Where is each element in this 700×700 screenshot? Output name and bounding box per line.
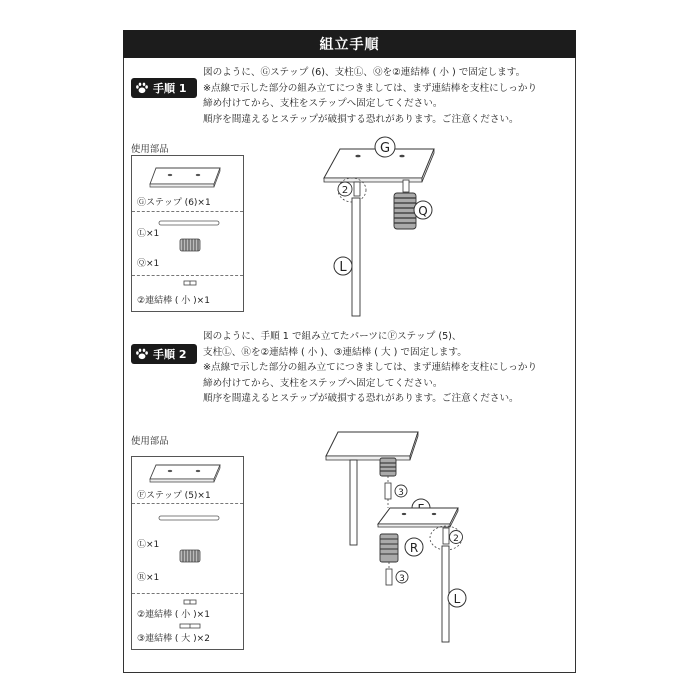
step-2-badge-label: 手順 2 bbox=[153, 348, 187, 361]
step-1-parts-title: 使用部品 bbox=[131, 144, 169, 155]
rod-large-icon bbox=[179, 623, 201, 629]
step-1-badge bbox=[131, 78, 197, 98]
part-step-label: Ⓕステップ (5)×1 bbox=[137, 491, 211, 501]
part-label-3: 3 bbox=[398, 488, 404, 498]
step-1-instructions bbox=[203, 65, 537, 127]
part-spring-label: Ⓠ×1 bbox=[137, 259, 160, 269]
instruction-line: ※点線で示した部分の組み立てにつきましては、まず連結棒を支柱にしっかり bbox=[203, 362, 538, 373]
pole-icon bbox=[158, 514, 220, 522]
part-label-l: L bbox=[339, 260, 347, 275]
part-label-q: Q bbox=[418, 204, 428, 218]
step-2-diagram bbox=[310, 420, 480, 650]
instruction-line: 順序を間違えるとステップが破損する恐れがあります。ご注意ください。 bbox=[203, 113, 519, 125]
step-1-badge-label: 手順 1 bbox=[153, 82, 187, 95]
part-label-2: 2 bbox=[341, 185, 349, 196]
step-2-parts-box bbox=[131, 456, 244, 650]
part-pole-spring-cell bbox=[132, 504, 243, 594]
instruction-line: 図のように、手順 1 で組み立てたパーツにⒻステップ (5)、 bbox=[203, 331, 462, 342]
instruction-line: 締め付けてから、支柱をステップへ固定してください。 bbox=[203, 377, 443, 389]
instruction-line: ※点線で示した部分の組み立てにつきましては、まず連結棒を支柱にしっかり bbox=[203, 82, 538, 94]
instruction-line: 図のように、Ⓖステップ (6)、支柱Ⓛ、Ⓠを②連結棒 ( 小 ) で固定します。 bbox=[203, 67, 526, 78]
step-1-parts-box bbox=[131, 155, 244, 312]
step-2-badge bbox=[131, 344, 197, 364]
part-rod-cell bbox=[132, 594, 243, 649]
step-1-diagram bbox=[310, 130, 470, 330]
part-label-l: L bbox=[453, 592, 461, 606]
step-2-parts-title: 使用部品 bbox=[131, 436, 169, 447]
part-label-2: 2 bbox=[453, 534, 459, 544]
spring-icon bbox=[179, 549, 201, 563]
part-step-cell bbox=[132, 156, 243, 212]
paw-icon bbox=[135, 347, 149, 361]
part-rod-small-label: ②連結棒 ( 小 )×1 bbox=[137, 610, 210, 620]
rod-small-icon bbox=[183, 280, 197, 286]
paw-icon bbox=[135, 81, 149, 95]
page-title: 組立手順 bbox=[123, 30, 576, 58]
part-label-r: R bbox=[409, 541, 419, 555]
part-rod-cell bbox=[132, 276, 243, 312]
step-board-icon bbox=[148, 162, 228, 190]
instruction-line: 順序を間違えるとステップが破損する恐れがあります。ご注意ください。 bbox=[203, 393, 519, 404]
part-step-label: Ⓖステップ (6)×1 bbox=[137, 198, 211, 208]
part-rod-small-label: ②連結棒 ( 小 )×1 bbox=[137, 296, 210, 306]
part-step-cell bbox=[132, 457, 243, 504]
part-label-g: G bbox=[379, 141, 391, 156]
step-board-icon bbox=[148, 461, 228, 485]
instruction-line: 支柱Ⓛ、Ⓡを②連結棒 ( 小 )、③連結棒 ( 大 ) で固定します。 bbox=[203, 346, 467, 358]
part-pole-label: Ⓛ×1 bbox=[137, 229, 160, 239]
instruction-line: 締め付けてから、支柱をステップへ固定してください。 bbox=[203, 98, 443, 109]
part-pole-label: Ⓛ×1 bbox=[137, 540, 160, 550]
pole-icon bbox=[158, 219, 220, 227]
step-2-instructions bbox=[203, 329, 537, 407]
part-spring-label: Ⓡ×1 bbox=[137, 573, 160, 583]
part-pole-spring-cell bbox=[132, 212, 243, 276]
part-rod-large-label: ③連結棒 ( 大 )×2 bbox=[137, 634, 210, 644]
spring-icon bbox=[179, 238, 201, 252]
rod-small-icon bbox=[183, 599, 197, 605]
part-label-3: 3 bbox=[399, 574, 405, 584]
